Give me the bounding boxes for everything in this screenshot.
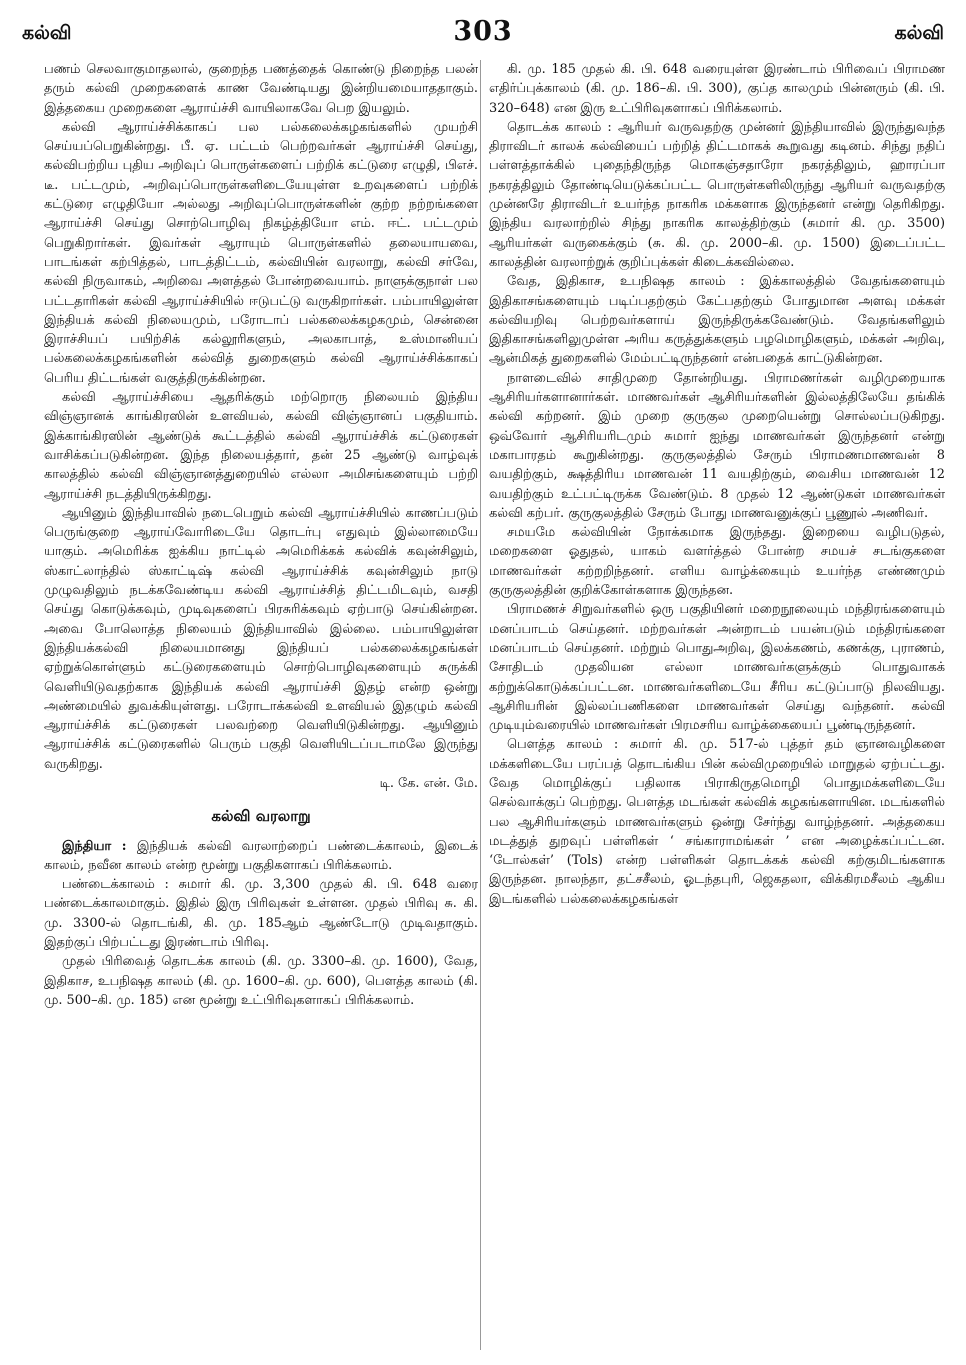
- right-column: [489, 60, 945, 1355]
- paragraph: சமயமே கல்வியின் நோக்கமாக இருந்தது. இறையை வழிபடுதல், மறைகளை ஓதுதல், யாகம் வளர்த்தல் போன்ற சமயச் சடங்குகளை மாணவர்கள் கற்றறிந்தனர். எளிய வாழ்க்கையும் உயர்ந்த எண்ணமும் குருகுலத்தின் குறிக்கோள்களாக இருந்தன.: [489, 525, 945, 599]
- paragraph: நாளடைவில் சாதிமுறை தோன்றியது. பிராமணர்கள் வழிமுறையாக ஆசிரியர்களானார்கள். மாணவர்கள் ஆசிரியர்களின் இல்லத்திலேயே தங்கிக் கல்வி கற்றனர். இம் முறை குருகுல முறையென்று சொல்லப்படுகிறது. ஒவ்வோர் ஆசிரியரிடமும் சுமார் ஐந்து மாணவர்கள் இருந்தனர் என்று மகாபாரதம் கூறுகின்றது. குருகுலத்தில் சேரும் பிராமணமாணவன் 8 வயதிற்கும், க்ஷத்திரிய மாணவன் 11 வயதிற்கும், வைசிய மாணவன் 12 வயதிற்கும் உட்பட்டிருக்க வேண்டும். 8 முதல் 12 ஆண்டுகள் மாணவர்கள் கல்வி கற்பர். குருகுலத்தில் சேரும் போது மாணவனுக்குப் பூணூல் அணிவர்.: [489, 370, 945, 521]
- run-in-heading: பௌத்த காலம் :: [507, 737, 619, 753]
- left-column: [44, 60, 478, 1355]
- running-title-left: கல்வி: [22, 22, 72, 44]
- run-in-heading: பண்டைக்காலம் :: [62, 877, 169, 893]
- paragraph-text: ஆரியர் வருவதற்கு முன்னர் இந்தியாவில் இருந்துவந்த திராவிடர் காலக் கல்வியைப் பற்றித் திட்டமாகக் கூறுவது கடினம். சிந்து நதிப் பள்ளத்தாக்கில் புதைந்திருந்த மொகஞ்சதாரோ நகரத்திலும், ஹாரப்பா நகரத்திலும் தோண்டியெடுக்கப்பட்ட பொருள்களிலிருந்து ஆரியர் வருவதற்கு முன்னரே திராவிடர் உயர்ந்த நாகரிக மக்களாக இருந்தனர் என்று தெரிகிறது. இந்திய வரலாற்றில் சிந்து நாகரிக காலத்திற்கும் (சுமார் கி. மு. 3500) ஆரியர்கள் வருகைக்கும் (சு. கி. மு. 2000–கி. மு. 1500) இடைப்பட்ட காலத்தின் வரலாற்றுக் குறிப்புக்கள் கிடைக்கவில்லை.: [489, 119, 945, 270]
- paragraph-text: இக்காலத்தில் வேதங்களையும் இதிகாசங்களையும் படிப்பதற்கும் கேட்பதற்கும் போதுமான அளவு மக்கள் கல்வியறிவு பெற்றவர்களாய் இருந்திருக்கவேண்டும். வேதங்களிலும் இதிகாசங்களிலுமுள்ள அரிய கருத்துக்களும் பழமொழிகளும், மக்கள் அறிவு, ஆன்மிகத் துறைகளில் மேம்பட்டிருந்தனர் என்பதைக் காட்டுகின்றன.: [489, 274, 945, 367]
- run-in-heading: வேத, இதிகாச, உபநிஷத காலம் :: [507, 274, 745, 290]
- paragraph: [44, 837, 478, 876]
- author-signature: டி. கே. என். மே.: [379, 775, 478, 791]
- paragraph: [489, 735, 945, 909]
- run-in-heading: இந்தியா :: [62, 838, 127, 854]
- section-title: கல்வி வரலாறு: [211, 807, 311, 826]
- column-divider: [480, 60, 481, 1350]
- paragraph: பிராமணச் சிறுவர்களில் ஒரு பகுதியினர் மறைநூலையும் மந்திரங்களையும் மனப்பாடம் செய்தனர். மற்றவர்கள் அன்றாடம் பயன்படும் மந்திரங்களை மனப்பாடம் செய்தனர். மற்றும் பொதுஅறிவு, இலக்கணம், கணக்கு, புராணம், சோதிடம் முதலியன எல்லா மாணவர்களுக்கும் பொதுவாகக் கற்றுக்கொடுக்கப்பட்டன. மாணவர்களிடையே சீரிய கட்டுப்பாடு நிலவியது. ஆசிரியரின் இல்லப்பணிகளை மாணவர்கள் செய்து வந்தனர். கல்வி முடியும்வரையில் மாணவர்கள் பிரமசரிய வாழ்க்கையைப் பூண்டிருந்தனர்.: [489, 602, 945, 734]
- paragraph-text: சுமார் கி. மு. 3,300 முதல் கி. பி. 648 வரை பண்டைக்காலமாகும். இதில் இரு பிரிவுகள் உள்ளன. முதல் பிரிவு சு. கி. மு. 3300-ல் தொடங்கி, கி. மு. 185ஆம் ஆண்டோடு முடிவதாகும். இதற்குப் பிற்பட்டது இரண்டாம் பிரிவு.: [44, 877, 478, 951]
- running-title-right: கல்வி: [894, 22, 944, 44]
- paragraph: கல்வி ஆராய்ச்சிக்காகப் பல பல்கலைக்கழகங்களில் முயற்சி செய்யப்பெறுகின்றது. பீ. ஏ. பட்டம் பெற்றவர்கள் ஆராய்ச்சி செய்து, கல்விபற்றிய புதிய அறிவுப் பொருள்களைப் பற்றிக் கட்டுரை எழுதி, பிஎச். டீ. பட்டமும், அறிவுப்பொருள்களிடையேயுள்ள உறவுகளைப் பற்றிக் கட்டுரை எழுதியோ அல்லது அறிவுப்பொருள்களின் குற்ற நற்றங்களை ஆராய்ச்சி செய்து சொற்பொழிவு நிகழ்த்தியோ எம். ஈட். பட்டமும் பெறுகிறார்கள். இவர்கள் ஆராயும் பொருள்களில் தலையாயவை, பாடங்கள் கற்பித்தல், பாடத்திட்டம், கல்வியின் வரலாறு, கல்வி சர்வே, கல்வி நிருவாகம், அறிவை அளத்தல் போன்றவையாம். நாளுக்குநாள் பல பட்டதாரிகள் கல்வி ஆராய்ச்சியில் ஈடுபட்டு வருகிறார்கள். பம்பாயிலுள்ள இந்தியக் கல்வி நிலையமும், பரோடாப் பல்கலைக்கழகமும், சென்னை இராச்சியப் பயிற்சிக் கல்லூரிகளும், அலகாபாத், உஸ்மானியப் பல்கலைக்கழகங்களின் கல்வித் துறைகளும் கல்வி ஆராய்ச்சிக்காகப் பெரிய திட்டங்கள் வகுத்திருக்கின்றன.: [44, 119, 478, 386]
- run-in-heading: தொடக்க காலம் :: [507, 119, 612, 135]
- paragraph: கல்வி ஆராய்ச்சியை ஆதரிக்கும் மற்றொரு நிலையம் இந்திய விஞ்ஞானக் காங்கிரஸின் உளவியல், கல்வி விஞ்ஞானப் பகுதியாம். இக்காங்கிரஸின் ஆண்டுக் கூட்டத்தில் கல்வி ஆராய்ச்சிக் கட்டுரைகள் வாசிக்கப்படுகின்றன. இந்த நிலையத்தார், தன் 25 ஆண்டு வாழ்வுக் காலத்தில் கல்வி விஞ்ஞானத்துறையில் எல்லா அமிசங்களையும் பற்றி ஆராய்ச்சி நடத்தியிருக்கிறது.: [44, 390, 478, 502]
- page-number: 303: [453, 16, 513, 47]
- paragraph: [489, 272, 945, 368]
- paragraph: முதல் பிரிவைத் தொடக்க காலம் (கி. மு. 3300–கி. மு. 1600), வேத, இதிகாச, உபநிஷத காலம் (கி. மு. 1600–கி. மு. 600), பௌத்த காலம் (கி. மு. 500–கி. மு. 185) என மூன்று உட்பிரிவுகளாகப் பிரிக்கலாம்.: [44, 954, 478, 1008]
- paragraph: பணம் செலவாகுமாதலால், குறைந்த பணத்தைக் கொண்டு நிறைந்த பலன் தரும் கல்வி முறைகளைக் காண வேண்டியது இன்றியமையாததாகும். இத்தகைய முறைகளை ஆராய்ச்சி வாயிலாகவே பெற இயலும்.: [44, 62, 478, 116]
- page-header: [22, 16, 944, 50]
- paragraph: ஆயினும் இந்தியாவில் நடைபெறும் கல்வி ஆராய்ச்சியில் காணப்படும் பெருங்குறை ஆராய்வோரிடையே தொடர்பு எதுவும் இல்லாமையே யாகும். அமெரிக்க ஐக்கிய நாட்டில் அமெரிக்கக் கல்விக் கவுன்சிலும், ஸ்காட்லாந்தில் ஸ்காட்டிஷ் கல்வி ஆராய்ச்சிக் கவுன்சிலும் நாடு முழுவதிலும் நடக்கவேண்டிய கல்வி ஆராய்ச்சித் திட்டமிடவும், வசதி செய்து கொடுக்கவும், முடிவுகளைப் பிரசுரிக்கவும் ஏற்பாடு செய்கின்றன. அவை போலொத்த நிலையம் இந்தியாவில் இல்லை. பம்பாயிலுள்ள இந்தியக்கல்வி நிலையமானது இந்தியப் பல்கலைக்கழகங்கள் ஏற்றுக்கொள்ளும் கட்டுரைகளையும் சொற்பொழிவுகளையும் சுருக்கி வெளியிடுவதற்காக இந்தியக் கல்வி ஆராய்ச்சி இதழ் என்ற ஒன்று அண்மையில் துவக்கியுள்ளது. பரோடாக்கல்வி உளவியல் இதழும் கல்வி ஆராய்ச்சிக் கட்டுரைகள் பலவற்றை வெளியிடுகின்றது. ஆயினும் ஆராய்ச்சிக் கட்டுரைகளில் பெரும் பகுதி வெளியிடப்படாமலே இருந்து வருகிறது.: [44, 505, 478, 772]
- paragraph: [44, 875, 478, 952]
- paragraph: கி. மு. 185 முதல் கி. பி. 648 வரையுள்ள இரண்டாம் பிரிவைப் பிராமண எதிர்ப்புக்காலம் (கி. மு. 186–கி. பி. 300), குப்த காலமும் பின்னரும் (கி. பி. 320–648) என இரு உட்பிரிவுகளாகப் பிரிக்கலாம்.: [489, 62, 945, 116]
- paragraph-text: சுமார் கி. மு. 517-ல் புத்தர் தம் ஞானவழிகளை மக்களிடையே பரப்பத் தொடங்கிய பின் கல்விமுறையில் மாறுதல் ஏற்பட்டது. வேத மொழிக்குப் பதிலாக பிராகிருதமொழி பொதுமக்களிடையே செல்வாக்குப் பெற்றது. பௌத்த மடங்கள் கல்விக் கழகங்களாயின. மடங்களில் பல ஆசிரியர்களும் மாணவர்களும் ஒன்று சேர்ந்து வாழ்ந்தனர். அத்தகைய மடத்துத் துறவுப் பள்ளிகள் ‘ சங்காராமங்கள் ’ என அழைக்கப்பட்டன. ‘டோல்கள்’ (Tols) என்ற பள்ளிகள் தொடக்கக் கல்வி கற்குமிடங்களாக இருந்தன. நாலந்தா, தட்சசீலம், ஓடந்தபுரி, ஜெகதலா, விக்கிரமசீலம் ஆகிய இடங்களில் பல்கலைக்கழகங்கள்: [489, 737, 945, 907]
- paragraph-text: இந்தியக் கல்வி வரலாற்றைப் பண்டைக்காலம், இடைக் காலம், நவீன காலம் என்ற மூன்று பகுதிகளாகப் பிரிக்கலாம்.: [44, 838, 478, 873]
- paragraph: [489, 118, 945, 272]
